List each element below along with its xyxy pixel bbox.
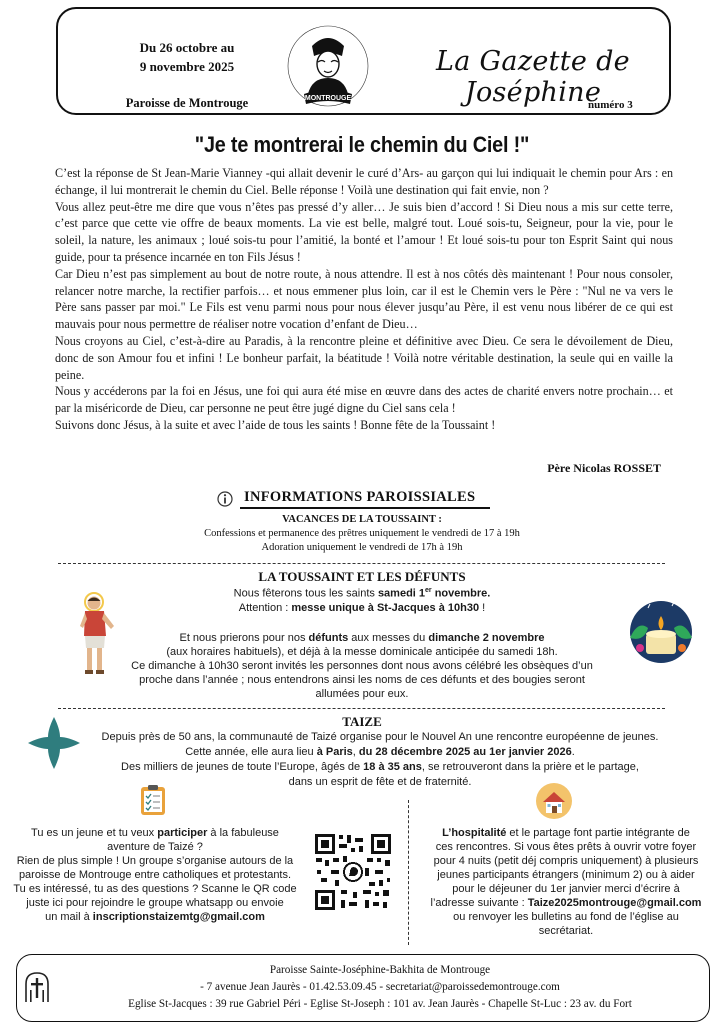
text: un mail à <box>45 911 93 923</box>
svg-text:MONTROUGE: MONTROUGE <box>304 95 352 102</box>
text: L’hospitalité <box>442 827 507 839</box>
text: Des milliers de jeunes de toute l’Europe, âgés de <box>121 761 364 773</box>
church-cross-icon <box>24 970 50 1004</box>
heading-underline <box>240 507 490 509</box>
text: Attention : <box>238 602 292 614</box>
taize-line: dans un esprit de fête et de fraternité. <box>288 776 472 788</box>
home-icon <box>535 782 573 820</box>
parish-logo <box>282 20 374 112</box>
text: Cette année, elle aura lieu <box>185 746 317 758</box>
toussaint-line: allumées pour eux. <box>315 688 409 700</box>
text: à la fabuleuse <box>207 827 279 839</box>
issue-number: numéro 3 <box>588 99 633 111</box>
editorial-text <box>55 165 673 434</box>
taize-left-line: juste ici pour rejoindre le groupe whatsapp ou envoie <box>26 897 284 909</box>
editorial-paragraph: Suivons donc Jésus, à la suite et avec l’aide de tous les saints ! Bonne fête de la Toussaint ! <box>55 417 496 432</box>
text: 18 à 35 ans <box>363 761 422 773</box>
footer-contact: - 7 avenue Jean Jaurès - 01.42.53.09.45 - secretariat@paroissedemontrouge.com <box>200 981 560 993</box>
text: messe unique à St-Jacques à 10h30 <box>291 602 480 614</box>
editorial-paragraph: C’est la réponse de St Jean-Marie Vianney -qui allait devenir le curé d’Ars- au garçon qui lui indiquait le chemin pour Ars : en échange, il lui montrerait le chemin du Ciel. Belle réponse ! Voilà une destination qui fait envie, non ? <box>55 166 673 197</box>
taize-right-line <box>418 897 714 909</box>
taize-right-line: pour 4 nuits (petit déj compris uniquement) à plusieurs <box>433 855 699 867</box>
taize-right-line: ces rencontres. Si vous êtes prêts à ouvrir votre foyer <box>435 841 697 853</box>
taize-left-line: paroisse de Montrouge entre catholiques et protestants. <box>18 869 292 881</box>
toussaint-line: Ce dimanche à 10h30 seront invités les personnes dont nous avons célébré les obsèques d’un <box>131 660 593 672</box>
editorial-paragraph: Vous allez peut-être me dire que vous n’êtes pas pressé d’y aller… Je suis bien d’accord ! Si Dieu nous a mis sur cette terre, c’est parce que cette vie offre de beaux moments. La vie est belle, malgré tout. Loué sois-tu, Seigneur, pour la vie, pour le soleil, la nature, les animaux ; loué sois-tu pour l’amitié, la bonté et l’amour ! Et loué sois-tu pour ton Esprit Saint qui nous guide, pour ta présence incarnée en ton Fils Jésus ! <box>55 199 673 264</box>
column-divider <box>408 800 409 945</box>
taize-right-line <box>418 827 714 839</box>
issue-date: Du 26 octobre au 9 novembre 2025 <box>139 40 235 74</box>
taize-right-line: secrétariat. <box>538 925 594 937</box>
taize-line <box>80 761 680 773</box>
taize-left-line: Rien de plus simple ! Un groupe s’organise autours de la <box>16 855 294 867</box>
toussaint-title: LA TOUSSAINT ET LES DÉFUNTS <box>258 569 466 584</box>
gazette-title: La Gazette de Joséphine <box>436 46 630 108</box>
taize-right-line: jeunes participants étrangers (minimum 2) ou à aider <box>437 869 695 881</box>
taize-left-line <box>10 911 300 923</box>
text: , <box>352 746 359 758</box>
vacances-line: Adoration uniquement le vendredi de 17h à 19h <box>261 542 463 553</box>
info-icon <box>217 491 233 507</box>
email-link[interactable]: Taize2025montrouge@gmail.com <box>527 897 702 909</box>
taize-line <box>80 746 680 758</box>
text: à Paris <box>316 746 353 758</box>
text: défunts <box>308 632 349 644</box>
toussaint-line: proche dans l’année ; nous entendrons ainsi les noms de ces défunts et des bougies seront <box>139 674 585 686</box>
editorial-paragraph: Nous y accéderons par la foi en Jésus, une foi qui aura été mise en œuvre dans des actes de charité envers notre prochain… et par la miséricorde de Dieu, car personne ne peut être jugé digne du Ciel sans cela ! <box>55 384 673 416</box>
text: dimanche 2 novembre <box>428 632 545 644</box>
section-divider <box>58 563 665 564</box>
vacances-title: VACANCES DE LA TOUSSAINT : <box>282 514 442 525</box>
candle-illustration <box>628 598 694 666</box>
text: Nous fêterons tous les saints <box>233 587 378 600</box>
footer-parish: Paroisse Sainte-Joséphine-Bakhita de Montrouge <box>269 964 491 976</box>
text: participer <box>157 827 208 839</box>
clipboard-icon <box>140 784 166 816</box>
taize-line: Depuis près de 50 ans, la communauté de Taizé organise pour le Nouvel An une rencontre européenne de jeunes. <box>101 731 659 743</box>
taize-left-line: Tu es intéressé, tu as des questions ? Scanne le QR code <box>13 883 297 895</box>
taize-left-line: aventure de Taizé ? <box>107 841 203 853</box>
text: samedi 1 <box>377 587 426 600</box>
taize-title: TAIZE <box>342 714 382 729</box>
text: du 28 décembre 2025 au 1er janvier 2026 <box>358 746 572 758</box>
toussaint-line <box>100 632 624 644</box>
text: , se retrouveront dans la prière et le partage, <box>421 761 639 773</box>
taize-cross-icon <box>26 715 82 771</box>
info-heading: INFORMATIONS PAROISSIALES <box>244 489 476 505</box>
text: Et nous prierons pour nos <box>179 632 309 644</box>
text: Tu es un jeune et tu veux <box>31 827 158 839</box>
editorial-title: "Je te montrerai le chemin du Ciel !" <box>194 132 530 157</box>
text: et le partage font partie intégrante de <box>506 827 690 839</box>
text: l’adresse suivante : <box>430 897 528 909</box>
section-divider <box>58 708 665 709</box>
vacances-line: Confessions et permanence des prêtres uniquement le vendredi de 17 à 19h <box>204 528 520 539</box>
text: . <box>571 746 575 758</box>
footer-churches: Eglise St-Jacques : 39 rue Gabriel Péri - Eglise St-Joseph : 101 av. Jean Jaurès - Chapelle St-Luc : 23 av. du Fort <box>128 998 632 1010</box>
whatsapp-qr-code[interactable] <box>313 832 393 912</box>
parish-name: Paroisse de Montrouge <box>125 96 249 110</box>
taize-left-line <box>10 827 300 839</box>
text: ! <box>479 602 486 614</box>
editorial-signature: Père Nicolas ROSSET <box>547 461 661 475</box>
email-link[interactable]: inscriptionstaizemtg@gmail.com <box>92 911 265 923</box>
text: er <box>425 587 432 594</box>
text: aux messes du <box>348 632 429 644</box>
toussaint-line: (aux horaires habituels), et déjà à la messe dominicale anticipée du samedi 18h. <box>166 646 558 658</box>
editorial-paragraph: Nous croyons au Ciel, c’est-à-dire au Paradis, à la rencontre pleine et définitive avec Dieu. Ce sera le dévoilement de Dieu, donc de son Amour fou et infini ! Le bonheur parfait, la béatitude ! Voilà notre véritable destination, la seule qui en vaille la peine. <box>55 333 673 382</box>
text: novembre. <box>431 587 491 600</box>
taize-right-line: ou renvoyer les bulletins au fond de l’église au <box>453 911 679 923</box>
saint-boy-illustration <box>76 592 126 678</box>
taize-right-line: pour le déjeuner du 1er janvier merci d’écrire à <box>452 883 680 895</box>
editorial-paragraph: Car Dieu n’est pas simplement au bout de notre route, à nous attendre. Il est à nos côtés dès maintenant ! Pour nous consoler, relancer notre marche, la rectifier parfois… et nous emmener plus loin, car il est le Chemin vers le Père : "Nul ne va vers le Père sans passer par moi." Le Fils est venu parmi nous pour nous élever jusqu’au Père, il est venu nous libérer de ce qui est mauvais pour nous permettre de réaliser notre vocation d’enfant de Dieu… <box>55 266 673 332</box>
